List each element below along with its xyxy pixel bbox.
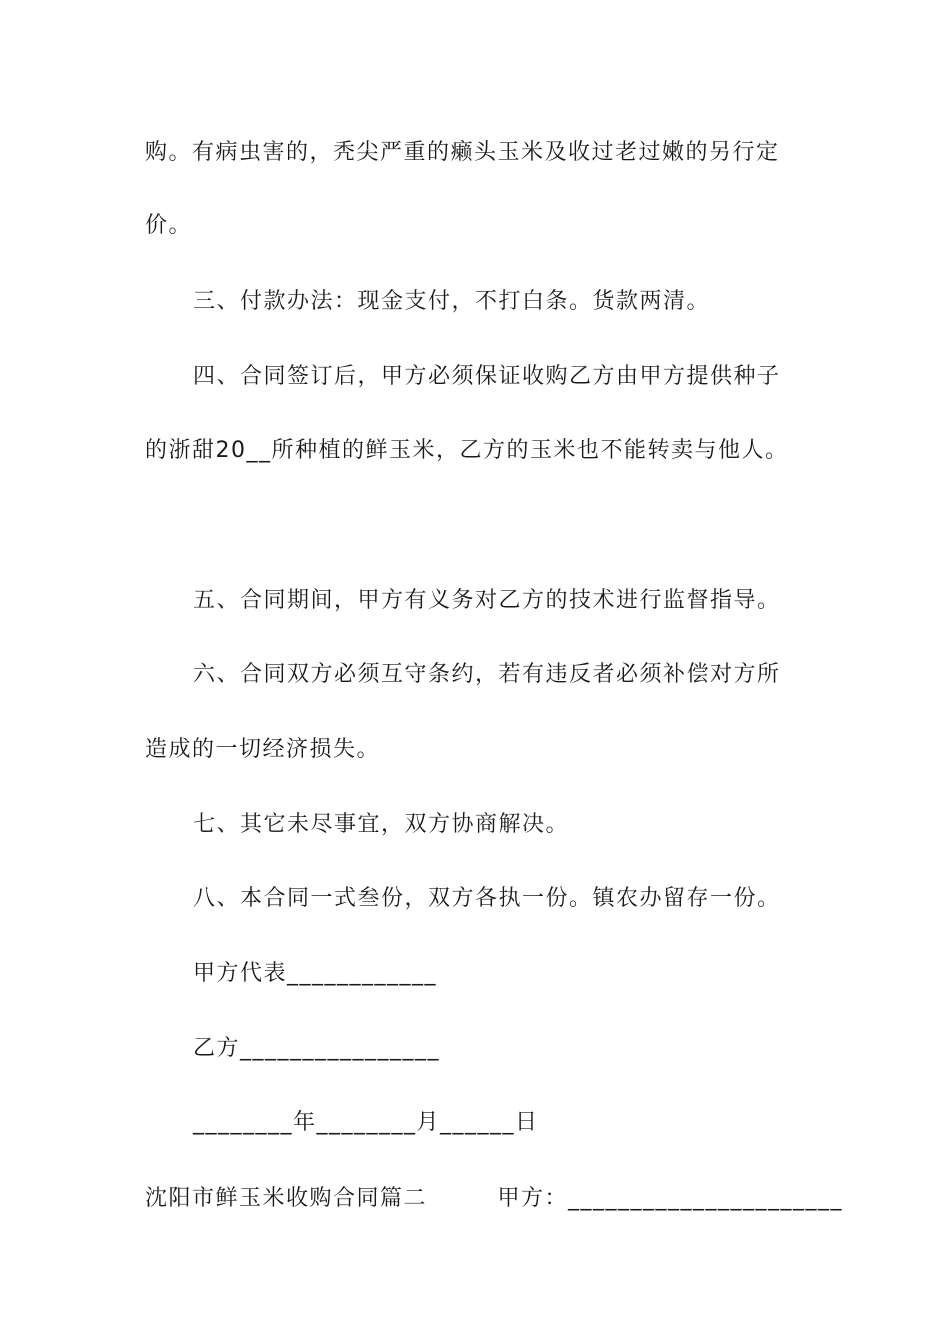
date-field: ________年________月______日 <box>193 1110 539 1135</box>
clause-seven: 七、其它未尽事宜，双方协商解决。 <box>193 812 570 837</box>
party-a-representative-field: 甲方代表____________ <box>193 961 438 986</box>
paragraph-line: 购。有病虫害的，秃尖严重的癞头玉米及收过老过嫩的另行定 <box>145 140 780 165</box>
paragraph-line: 造成的一切经济损失。 <box>145 737 381 762</box>
section-heading: 沈阳市鲜玉米收购合同篇二 甲方：______________________ <box>145 1186 844 1211</box>
clause-five: 五、合同期间，甲方有义务对乙方的技术进行监督指导。 <box>193 588 781 613</box>
clause-four: 四、合同签订后，甲方必须保证收购乙方由甲方提供种子 <box>193 364 781 389</box>
party-b-field: 乙方________________ <box>193 1036 441 1061</box>
clause-eight: 八、本合同一式叁份，双方各执一份。镇农办留存一份。 <box>193 886 781 911</box>
paragraph-line: 的浙甜20__所种植的鲜玉米，乙方的玉米也不能转卖与他人。 <box>145 438 789 463</box>
paragraph-line: 价。 <box>145 213 193 238</box>
clause-six: 六、合同双方必须互守条约，若有违反者必须补偿对方所 <box>193 662 781 687</box>
clause-three: 三、付款办法：现金支付，不打白条。货款两清。 <box>193 289 711 314</box>
